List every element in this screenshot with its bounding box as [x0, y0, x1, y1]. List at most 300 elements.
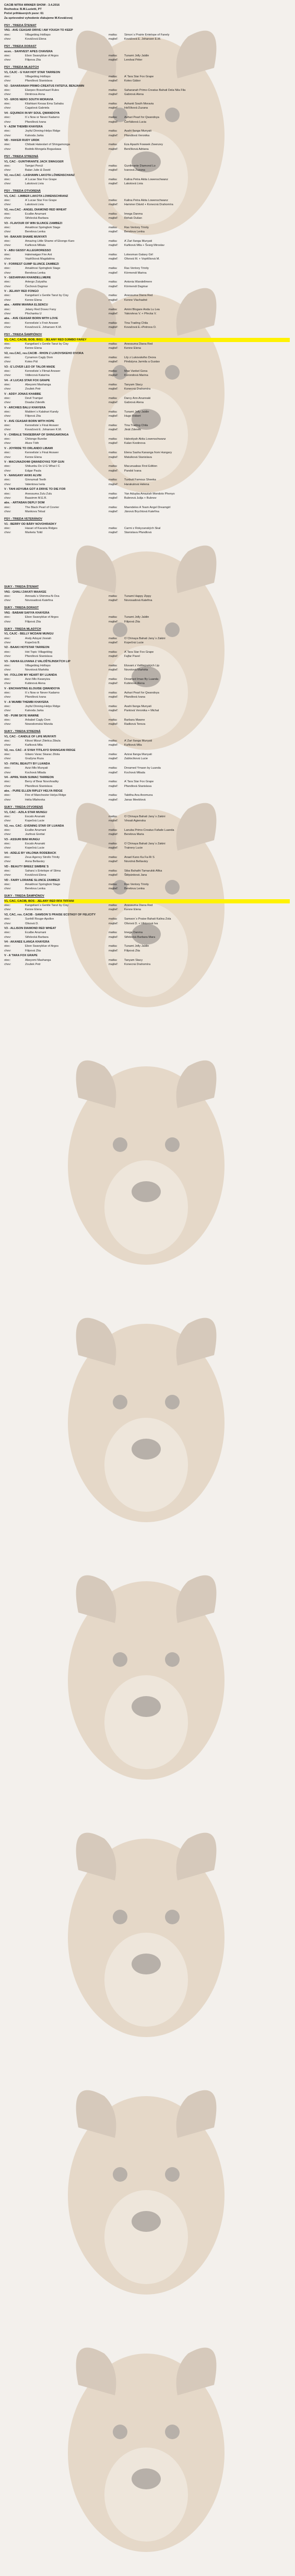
entry-title: ocen. - SAHIVEST APES CHAVERA — [4, 50, 53, 53]
entry-title: V - A`TARA FOX GRAPE — [4, 954, 38, 958]
people-row — [4, 860, 290, 864]
dam-name: Anael Kano Ka Fa-Ri S — [124, 855, 155, 859]
dam-label: matka: — [109, 33, 117, 37]
breeder-name: Kenne Elena — [25, 347, 42, 350]
sire-name: Sunhill Rouge-Apollon — [25, 918, 54, 921]
breeder-name: Balan Julie & David — [25, 168, 51, 172]
parents-row — [4, 293, 290, 298]
dam-label: matka: — [109, 869, 117, 873]
owner-label: majiteľ: — [109, 922, 119, 925]
sire-name: Gitano Varac Skarac Zitola — [25, 753, 60, 757]
sire-name: Villageblog Hollispo — [25, 33, 51, 37]
entry-title: V2, res.CAC - ANGEL DIAMOND RED WHEAT — [4, 208, 67, 211]
breeder-label: chov: — [4, 298, 11, 302]
dam-name: Saharanah Primo-Creatus Bahati Dela Nila Fila — [124, 89, 186, 92]
people-row — [4, 203, 290, 207]
owner-label: majiteľ: — [109, 428, 119, 432]
people-row — [4, 134, 290, 138]
sire-label: otec: — [4, 505, 11, 509]
owner-label: majiteľ: — [109, 832, 119, 836]
owner-label: majiteľ: — [109, 681, 119, 685]
owner-label: majiteľ: — [109, 860, 119, 864]
breeder-name: Kenne Elena — [25, 298, 42, 302]
owner-name: Lendvai Péter — [124, 58, 143, 62]
people-row — [4, 243, 290, 248]
dam-name: Eza Apashi Fowwek Zwenzey — [124, 143, 163, 147]
parents-row — [4, 869, 290, 873]
parents-row — [4, 115, 290, 120]
entry-title: V - A´MUMBI THEMBI KHAYERA — [4, 700, 49, 704]
entry-title: V - CHIBALE TANSEBRAP OF SHINGAMONGA — [4, 433, 69, 437]
breeder-label: chov: — [4, 874, 11, 877]
dog-entry — [4, 714, 290, 727]
people-row — [4, 285, 290, 289]
parents-row — [4, 766, 290, 770]
owner-label: majiteľ: — [109, 784, 119, 788]
breeder-name: Střelecká Barbara — [25, 935, 49, 939]
owner-label: majiteľ: — [109, 962, 119, 966]
owner-name: Olivová D. + Viktorová Iva — [124, 922, 158, 925]
breeder-name: Novosadová Kateřina — [25, 599, 53, 603]
owner-name: Štěpánková Jana — [124, 874, 147, 877]
owner-name: Hammer Dávid + Konecná Drahomíra — [124, 203, 173, 207]
dam-name: A´Zari Ilanga Munyati — [124, 240, 152, 243]
breeder-label: chov: — [4, 654, 11, 658]
dog-entry — [4, 735, 290, 748]
dam-name: Darcy Ann Anunnaki — [124, 397, 151, 401]
breeder-label: chov: — [4, 79, 11, 83]
owner-name: Korondová Marina — [124, 374, 148, 378]
dog-entry — [4, 70, 290, 84]
breeder-name: Pfandlová Stanislava — [25, 784, 53, 788]
dog-entry — [4, 487, 290, 500]
owner-name: Berelova Lenka — [124, 230, 145, 234]
people-row — [4, 216, 290, 220]
owner-name: Berelova Lenka — [124, 887, 145, 891]
owner-name: Berelova Maria — [124, 832, 144, 836]
people-row — [4, 346, 290, 350]
entry-title: V1 - BERRY OD BÁRY NOVOHRADKY — [4, 522, 57, 526]
breeder-label: chov: — [4, 696, 11, 699]
owner-name: Stanislava Pfandlová — [124, 531, 152, 534]
people-row — [4, 79, 290, 83]
sire-name: Joyful Dinning-Helps Ridge — [25, 704, 61, 708]
class-section — [4, 155, 290, 186]
section-spacer — [4, 535, 290, 582]
parents-row — [4, 212, 290, 216]
entry-title: V2, res. CAC - A`SYAH TITILAYO SHANGANI RIDGE — [4, 749, 76, 752]
owner-name: Matulková Stanislava — [124, 455, 152, 459]
dam-label: matka: — [109, 492, 117, 496]
breeder-name: Pfandlová Stanislava — [25, 79, 53, 83]
owner-label: majiteľ: — [109, 874, 119, 877]
breeder-label: chov: — [4, 455, 11, 459]
dam-label: matka: — [109, 369, 117, 373]
class-sections — [4, 23, 290, 967]
dog-watermark-icon — [47, 1550, 245, 1795]
owner-name: Körmendi Dagmar — [124, 285, 148, 288]
dam-name: Tunami Jolly Jaldin — [124, 616, 149, 619]
owner-name: Pandol Ivana — [124, 469, 141, 473]
people-row — [4, 510, 290, 514]
breeder-name: Berelova Lenka — [25, 230, 45, 234]
breeder-name: Plochanka U — [25, 312, 42, 315]
entry-title: VD - PUMI SKYE MAWNE — [4, 714, 39, 717]
owner-name: Jinát Zdeněk — [124, 428, 141, 432]
entry-title: V - NANGANY AKIKI ALVIN — [4, 474, 42, 478]
sire-name: Kenneliste´s Flimat Answer — [25, 369, 61, 373]
dam-label: matka: — [109, 739, 117, 743]
sire-name: Hasari of Kavaria Ridges — [25, 526, 57, 530]
sire-name: Joyful Dinning-Helps Ridge — [25, 130, 61, 133]
owner-name: Kopečná Lucie — [124, 641, 144, 644]
dam-label: matka: — [109, 308, 117, 311]
entry-title: V - GEDARHAN KHANDELLMERE — [4, 276, 51, 280]
owner-label: majiteľ: — [109, 757, 119, 761]
dam-label: matka: — [109, 383, 117, 386]
people-row — [4, 922, 290, 926]
dam-name: Lokesman Galaxy Girl — [124, 253, 154, 257]
section-title: SUKY - TRIEDA MLADÝCH — [4, 627, 41, 631]
breeder-name: Lakotová Livia — [25, 182, 44, 185]
dam-name: O`Chinaya Bahati Jany´s Zakini — [124, 842, 166, 845]
owner-name: Körmendi Marina — [124, 271, 147, 275]
parents-row — [4, 464, 290, 468]
parents-row — [4, 492, 290, 496]
owner-label: majiteľ: — [109, 37, 119, 41]
owner-name: Kaňková Mila — [124, 744, 142, 747]
sire-label: otec: — [4, 492, 11, 496]
entry-title: V3 - ALLISON DIAMOND RED WHEAT — [4, 927, 56, 931]
owner-name: Bubnová Julija + Bubnov — [124, 496, 157, 500]
owner-label: majiteľ: — [109, 147, 119, 151]
dam-label: matka: — [109, 226, 117, 230]
sire-label: otec: — [4, 677, 11, 681]
entry-title: V - AVE CEASAR BORN WITH HOPE — [4, 420, 55, 423]
dog-entry — [4, 954, 290, 967]
owner-name: Novotná Bellaváry — [124, 860, 148, 864]
sire-label: otec: — [4, 931, 11, 935]
breeder-label: chov: — [4, 469, 11, 473]
dam-name: A´Tara Star Fox Grape — [124, 780, 154, 784]
dam-name: Ras Ventory Trinity — [124, 226, 149, 230]
sire-name: A´Lucae Star Fox Grape — [25, 178, 57, 181]
dam-name: Tunami Jolly Jaldin — [124, 945, 149, 948]
dam-name: Azizai Ilanga Munyati — [124, 753, 152, 757]
dog-entry — [4, 194, 290, 207]
sire-label: otec: — [4, 478, 11, 482]
dog-watermark-icon — [47, 2065, 245, 2310]
breeder-label: chov: — [4, 442, 11, 445]
owner-label: majiteľ: — [109, 415, 119, 418]
people-row — [4, 120, 290, 124]
dam-label: matka: — [109, 767, 117, 770]
class-section — [4, 23, 290, 41]
sire-label: otec: — [4, 855, 11, 859]
breeder-name: Alvze Tóth — [25, 442, 39, 445]
dam-label: matka: — [109, 102, 117, 106]
sire-label: otec: — [4, 424, 11, 428]
parents-row — [4, 129, 290, 133]
owner-name: Janas Meeblová — [124, 798, 146, 802]
breeder-name: Vidlecová Katarína — [25, 374, 50, 378]
sire-label: otec: — [4, 213, 11, 216]
sire-name: Amazing Little Shame of Ekongo Karo — [25, 240, 75, 243]
entry-title: V - FORREST GUMP SLUNCE ZAMBEZI — [4, 263, 59, 266]
breeder-name: Vopěčková Magdaléna — [25, 257, 55, 261]
dog-entry — [4, 289, 290, 302]
breeder-name: Berelova Lenka — [25, 271, 45, 275]
entry-title: V - JOYRIDE TO ORLANDO LIBAMI — [4, 447, 53, 451]
breeder-name: Zouliek Petr — [25, 387, 41, 391]
sire-label: otec: — [4, 383, 11, 386]
parents-row — [4, 451, 290, 455]
sire-name: Ginnumali Teeth — [25, 478, 46, 482]
sire-name: Berry of Bear Novohradky — [25, 780, 59, 784]
dam-label: matka: — [109, 130, 117, 133]
dam-label: matka: — [109, 677, 117, 681]
owner-label: majiteľ: — [109, 641, 119, 644]
people-row — [4, 182, 290, 186]
dam-label: matka: — [109, 650, 117, 654]
dam-label: matka: — [109, 478, 117, 482]
people-row — [4, 681, 290, 686]
sire-name: It´s Now or Never Kadamo — [25, 691, 60, 695]
entry-title: abs. - AVE CEASAR BORN WITH LOVE — [4, 317, 58, 321]
dam-name: Gunthrante Diamond Lo — [124, 164, 156, 168]
owner-label: majiteľ: — [109, 709, 119, 713]
people-row — [4, 908, 290, 912]
sire-label: otec: — [4, 102, 11, 106]
sire-name: Ecalbe Anumani — [25, 828, 46, 832]
dam-label: matka: — [109, 794, 117, 797]
owner-name: Yakovleva V. + Přecka V. — [124, 312, 157, 315]
sire-label: otec: — [4, 958, 11, 962]
dog-entry — [4, 249, 290, 262]
section-title: PSY - TRIEDA DORAST — [4, 45, 37, 48]
breeder-name: Kalvoda Jarka — [25, 709, 44, 713]
dam-label: matka: — [109, 178, 117, 181]
breeder-name: Marketa Tolid — [25, 531, 43, 534]
owner-name: Pantová Veronika + Michal — [124, 709, 159, 713]
dam-name: Tabitha Ana Anomuna — [124, 794, 153, 797]
sire-name: Maldem´s Kalahari Kandy — [25, 410, 59, 414]
people-row — [4, 722, 290, 726]
sire-name: Zeus Agency Strollo Trinity — [25, 855, 60, 859]
parents-row — [4, 793, 290, 797]
dam-name: Dreamed Ymaon by Luanda — [124, 767, 161, 770]
people-row — [4, 271, 290, 275]
breeder-label: chov: — [4, 168, 11, 172]
people-row — [4, 598, 290, 603]
dam-label: matka: — [109, 75, 117, 79]
breeder-name: Pfandlová Ivana — [25, 696, 46, 699]
entry-title: V - ABU GESSY ALLEGRORESSO — [4, 249, 51, 253]
owner-label: majiteľ: — [109, 401, 119, 405]
breeder-label: chov: — [4, 93, 11, 97]
parents-row — [4, 266, 290, 270]
dam-name: Kalina Petra Akita Lowenschwanz — [124, 178, 168, 181]
owner-name: Kalan Kestinova — [124, 442, 146, 445]
sire-name: Chitonge Burebe — [25, 438, 47, 441]
entry-title: VD - BEAUTY BREEZ SIMBRE´S — [4, 865, 49, 868]
owner-label: majiteľ: — [109, 846, 119, 850]
breeder-name: Nowodomská Wanda — [25, 723, 53, 726]
people-row — [4, 147, 290, 151]
section-title: PSY - TRIEDA VETERÁNOV — [4, 517, 43, 521]
breeder-label: chov: — [4, 531, 11, 534]
dam-name: Tina Trading Chila — [124, 321, 148, 325]
dog-entry — [4, 748, 290, 761]
dog-watermark-icon — [47, 1292, 245, 1538]
section-title: PSY - TRIEDA MLADÝCH — [4, 66, 39, 69]
dam-name: A´Tara Star Fox Grape — [124, 650, 154, 654]
parents-row — [4, 691, 290, 695]
dam-name: Tunbuti Famous Sheeka — [124, 478, 156, 482]
dam-name: Tanyam Stacy — [124, 958, 143, 962]
owner-label: majiteľ: — [109, 744, 119, 747]
dam-label: matka: — [109, 753, 117, 757]
breeder-name: Olivová D. — [25, 922, 39, 925]
entry-title: V4 - BAKARI SHAME MUNYATI — [4, 236, 47, 239]
breeder-label: chov: — [4, 620, 11, 624]
parents-row — [4, 677, 290, 681]
breeder-name: Pfandlová Ivana — [25, 120, 46, 124]
people-row — [4, 230, 290, 234]
breeder-name: Kalvoda Jarka — [25, 134, 44, 137]
dog-watermark-icon — [47, 2322, 245, 2568]
sire-name: Amakhosi Springbok Stage — [25, 883, 61, 886]
dam-name: Antonia Wandellmere — [124, 280, 152, 284]
owner-name: Kaňková Mila + Švarg Miroslav — [124, 244, 164, 248]
dog-entry — [4, 611, 290, 624]
entry-title: V - ADDY JONAS KHABBE — [4, 392, 41, 396]
people-row — [4, 962, 290, 967]
parents-row — [4, 198, 290, 203]
sire-label: otec: — [4, 342, 11, 346]
breeder-label: chov: — [4, 230, 11, 234]
sire-label: otec: — [4, 739, 11, 743]
sire-label: otec: — [4, 595, 11, 598]
breeder-name: Kochová Milada — [25, 771, 46, 774]
dam-label: matka: — [109, 267, 117, 270]
people-row — [4, 668, 290, 672]
owner-name: Kochová Milada — [124, 771, 145, 774]
breeder-label: chov: — [4, 271, 11, 275]
dam-name: Maendeles A Team Angel Dreamgirl — [124, 505, 171, 509]
dam-label: matka: — [109, 505, 117, 509]
people-row — [4, 771, 290, 775]
owner-label: majiteľ: — [109, 79, 119, 83]
owner-label: majiteľ: — [109, 442, 119, 445]
owner-label: majiteľ: — [109, 496, 119, 500]
breeder-label: chov: — [4, 182, 11, 185]
sire-label: otec: — [4, 451, 11, 455]
entry-title: V1, CAJC - BELLY MCDANI MUNGU — [4, 632, 54, 636]
owner-name: Radková Tereza — [124, 723, 146, 726]
sire-label: otec: — [4, 410, 11, 414]
owner-label: majiteľ: — [109, 285, 119, 288]
owner-label: majiteľ: — [109, 244, 119, 248]
parents-row — [4, 424, 290, 428]
sire-name: Kenneliste´s Freir Answer — [25, 321, 58, 325]
breeder-label: chov: — [4, 374, 11, 378]
people-row — [4, 401, 290, 405]
parents-row — [4, 308, 290, 312]
breeder-label: chov: — [4, 709, 11, 713]
owner-label: majiteľ: — [109, 168, 119, 172]
entry-title: abs. - PURE ELLEN RIPLEY HELYA RIDGE — [4, 790, 63, 793]
parents-row — [4, 752, 290, 757]
entry-title: V3 - FATAL BEAUTY BY LUANDA — [4, 762, 50, 766]
sire-name: Elanpex Bravehaart Rules — [25, 89, 59, 92]
breeder-name: Kotes Pál — [25, 360, 38, 364]
owner-name: Rehak Dušan — [124, 217, 142, 220]
sire-name: Amnadu´s Shimma-N-Ova — [25, 595, 60, 598]
dog-entry — [4, 865, 290, 878]
sire-label: otec: — [4, 883, 11, 886]
owner-label: majiteľ: — [109, 696, 119, 699]
entry-title: V1, CAJC - G´KAH HOT STAR TARREON — [4, 70, 61, 74]
dam-label: matka: — [109, 904, 117, 908]
people-row — [4, 37, 290, 41]
dog-entry — [4, 590, 290, 603]
dam-label: matka: — [109, 828, 117, 832]
breeder-label: chov: — [4, 832, 11, 836]
dam-label: matka: — [109, 253, 117, 257]
people-row — [4, 257, 290, 261]
sire-label: otec: — [4, 308, 11, 311]
people-row — [4, 531, 290, 535]
breeder-label: chov: — [4, 784, 11, 788]
entry-title: V4 - ADELE BY VALONIA RODEBACK — [4, 851, 56, 855]
entry-title: V4 - AKANEE ILANGA KHAYERA — [4, 940, 50, 944]
class-section — [4, 65, 290, 151]
owner-label: majiteľ: — [109, 360, 119, 364]
breeder-label: chov: — [4, 360, 11, 364]
owner-label: majiteľ: — [109, 107, 119, 110]
parents-row — [4, 253, 290, 257]
people-row — [4, 360, 290, 364]
dog-entry — [4, 926, 290, 939]
people-row — [4, 483, 290, 487]
entry-title: abs. - AMINI MIANNA ELSENCU — [4, 303, 48, 307]
breeder-name: Kenne Elena — [25, 908, 42, 912]
entry-title: V1, CAC - GUNTHRANTE JACK SWAGGER — [4, 160, 64, 163]
section-title: SUKY - TRIEDA STREDNÁ — [4, 730, 41, 734]
breeder-name: Kovačová E. Johansen K.M. — [25, 428, 62, 432]
entry-title: V2 - SAHARANAH PRIMO-CREATUS FATEFUL BENJAMIN — [4, 85, 85, 88]
dam-name: A´Zari Ilanga Munyati — [124, 739, 152, 743]
dam-label: matka: — [109, 116, 117, 120]
sire-name: The Black Pearl of Covrier — [25, 505, 60, 509]
breeder-name: Edgar Paula — [25, 469, 41, 473]
breeder-label: chov: — [4, 510, 11, 513]
owner-label: majiteľ: — [109, 469, 119, 473]
owner-label: majiteľ: — [109, 798, 119, 802]
parents-row — [4, 704, 290, 709]
judge-line: Rozhodca: B.M.Luzietti, PT — [4, 8, 42, 11]
entry-title: V - AZIM THEMBI KHAYERA — [4, 125, 43, 129]
owner-label: majiteľ: — [109, 654, 119, 658]
breeder-label: chov: — [4, 908, 11, 912]
owner-name: Gabrová Alena — [124, 93, 144, 97]
sire-label: otec: — [4, 869, 11, 873]
entry-title: V1, CAC - LIMBER LAKOTA LOWENSCHRANZ — [4, 194, 68, 198]
sire-label: otec: — [4, 753, 11, 757]
sire-label: otec: — [4, 465, 11, 468]
dog-entry — [4, 365, 290, 378]
